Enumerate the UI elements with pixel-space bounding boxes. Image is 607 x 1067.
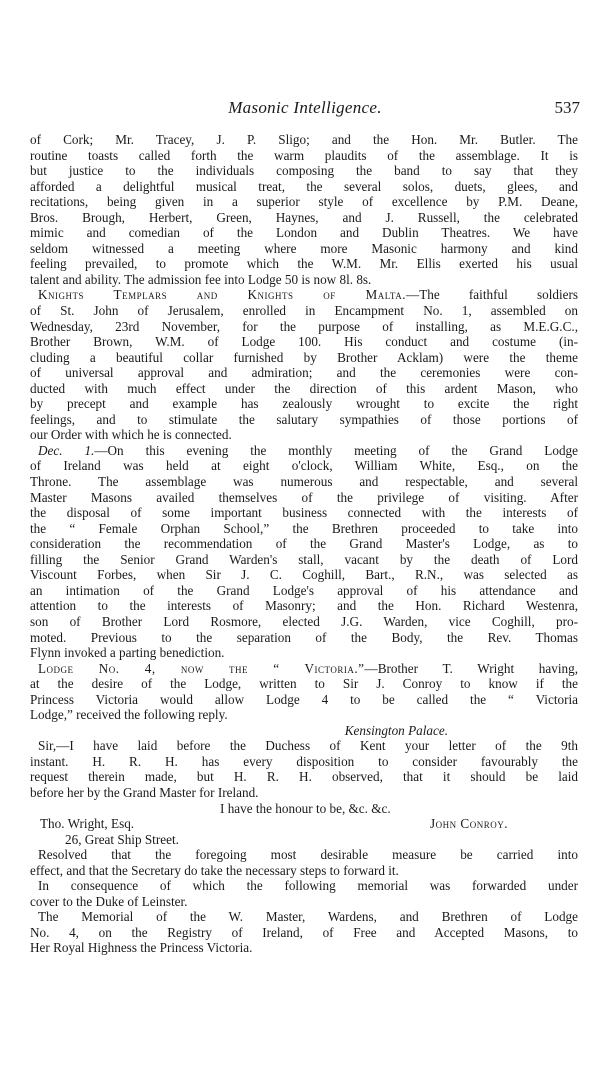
text-line: In consequence of which the following memorial was forwarded under [38,878,578,894]
text-line: Master Masons availed themselves of the privilege of visiting. After [30,489,578,505]
text-line: Wednesday, 23rd November, for the purpose of installing, as M.E.G.C., [30,318,578,334]
text-line: No. 4, on the Registry of Ireland, of Free and Accepted Masons, to [30,924,578,940]
text-line: consideration the recommendation of the Grand Master's Lodge, as to [30,536,578,552]
text-line: Viscount Forbes, when Sir J. C. Coghill, Bart., R.N., was selected as [30,567,578,583]
section-heading-knights: Knights Templars and Knights of Malta. [38,287,406,303]
page-number: 537 [554,98,580,117]
section-knights-first-line: Knights Templars and Knights of Malta.—The faithful soldiers [38,287,578,303]
text-line: feelings, and to stimulate the salutary sympathies of those portions of [30,411,578,427]
text-line: seldom witnessed a meeting where more Masonic harmony and kind [30,240,578,256]
letter-place: Kensington Palace. [344,722,448,738]
text-line: ducted with much effect under the direction of this ardent Mason, who [30,380,578,396]
letter-recipient: Tho. Wright, Esq. [40,816,135,832]
text-line: filling the Senior Grand Warden's stall, vacant by the death of Lord [30,551,578,567]
letter-signature: John Conroy. [429,816,508,832]
text-line: Flynn invoked a parting benediction. [30,645,225,661]
section-heading-lodge: Lodge No. 4, now the “ Victoria.” [38,660,365,676]
text-line: attention to the interests of Masonry; and the Hon. Richard Westenra, [30,598,578,614]
letter-closing: I have the honour to be, &c. &c. [220,800,391,816]
text-line: request therein made, but H. R. H. observed, that it should be laid [30,769,578,785]
text-line: moted. Previous to the separation of the Body, the Rev. Thomas [30,629,578,645]
text-line: The Memorial of the W. Master, Wardens, and Brethren of Lodge [38,909,578,925]
text-line: Sir,—I have laid before the Duchess of Kent your letter of the 9th [38,738,578,754]
text-line: the disposal of some important business connected with the interests of [30,505,578,521]
text-line: Bros. Brough, Herbert, Green, Haynes, and J. Russell, the celebrated [30,209,578,225]
text-line: son of Brother Lord Rosmore, elected J.G. Warden, vice Coghill, pro- [30,613,578,629]
text-line: talent and ability. The admission fee into Lodge 50 is now 8l. 8s. [30,271,372,287]
section-date-dec: Dec. 1. [38,442,95,458]
section-dec-first-line: Dec. 1.—On this evening the monthly meeting of the Grand Lodge [38,442,578,458]
letter-address: 26, Great Ship Street. [65,831,179,847]
section-lodge-first-line: Lodge No. 4, now the “ Victoria.”—Brother T. Wright having, [38,660,578,676]
text-line: Lodge,” received the following reply. [30,707,228,723]
text-line: of Cork; Mr. Tracey, J. P. Sligo; and the Hon. Mr. Butler. The [30,132,578,147]
text-line: at the desire of the Lodge, written to Sir J. Conroy to know if the [30,676,578,692]
page-header [30,98,580,122]
text-line: cover to the Duke of Leinster. [30,893,188,909]
text-line: Resolved that the foregoing most desirable measure be carried into [38,847,578,863]
text-line: effect, and that the Secretary do take the necessary steps to forward it. [30,862,399,878]
text-line: Brother Brown, W.M. of Lodge 100. His conduct and costume (in- [30,334,578,350]
text-line: but justice to the individuals composing the band to say that they [30,163,578,179]
text-line: routine toasts called forth the warm plaudits of the assemblage. It is [30,147,578,163]
text-line: Throne. The assemblage was numerous and respectable, and several [30,474,578,490]
letter-signature-row [30,816,578,832]
text-line: before her by the Grand Master for Ireland. [30,784,259,800]
text-line: of universal approval and admiration; and the ceremonies were con- [30,365,578,381]
text-line: cluding a beautiful collar furnished by Brother Acklam) were the theme [30,349,578,365]
text-line: of St. John of Jerusalem, enrolled in Encampment No. 1, assembled on [30,303,578,319]
running-title: Masonic Intelligence. [228,98,382,117]
text-line: mimic and comedian of the London and Dublin Theatres. We have [30,225,578,241]
text-line: by precept and example has zealously wrought to excite the right [30,396,578,412]
text-line: an intimation of the Grand Lodge's approval of his attendance and [30,582,578,598]
text-line: the “ Female Orphan School,” the Brethren proceeded to take into [30,520,578,536]
text-line: instant. H. R. H. has every disposition to consider favourably the [30,753,578,769]
text-line: Her Royal Highness the Princess Victoria. [30,940,253,956]
page-body [30,132,578,956]
text-line: of Ireland was held at eight o'clock, William White, Esq., on the [30,458,578,474]
text-line: feeling prevailed, to promote which the W.M. Mr. Ellis exerted his usual [30,256,578,272]
text-line: recitations, being given in a superior style of excellence by P.M. Deane, [30,194,578,210]
text-line: our Order with which he is connected. [30,427,232,443]
text-line: afforded a delightful musical treat, the several solos, duets, glees, and [30,178,578,194]
text-line: Princess Victoria would allow Lodge 4 to be called the “ Victoria [30,691,578,707]
